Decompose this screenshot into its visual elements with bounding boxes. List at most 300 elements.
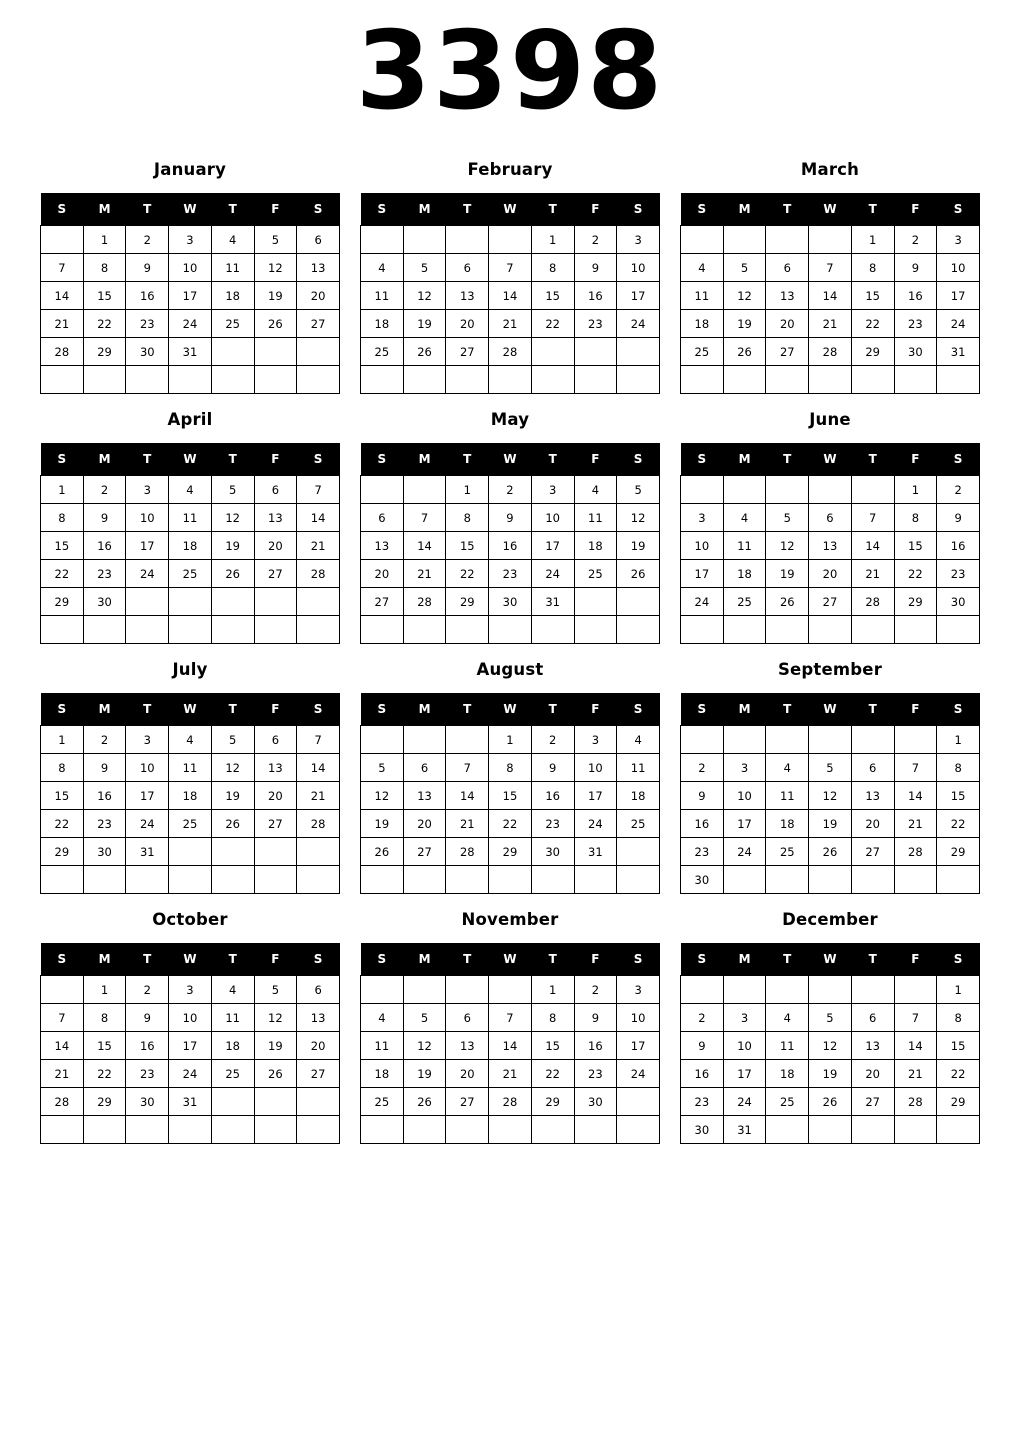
day-cell[interactable]: 12 (254, 1004, 297, 1032)
day-cell[interactable]: 21 (894, 1060, 937, 1088)
day-cell[interactable]: 22 (83, 1060, 126, 1088)
day-cell[interactable]: 13 (809, 532, 852, 560)
day-cell[interactable]: 11 (617, 754, 660, 782)
day-cell[interactable]: 10 (681, 532, 724, 560)
day-cell[interactable]: 23 (126, 310, 169, 338)
day-cell[interactable]: 23 (681, 838, 724, 866)
day-cell[interactable]: 22 (531, 1060, 574, 1088)
day-cell[interactable]: 4 (169, 476, 212, 504)
day-cell[interactable]: 4 (766, 1004, 809, 1032)
day-cell[interactable]: 14 (297, 754, 340, 782)
day-cell[interactable]: 18 (211, 1032, 254, 1060)
day-cell[interactable]: 29 (41, 838, 84, 866)
day-cell[interactable]: 18 (574, 532, 617, 560)
day-cell[interactable]: 15 (894, 532, 937, 560)
day-cell[interactable]: 9 (681, 782, 724, 810)
day-cell[interactable]: 31 (169, 1088, 212, 1116)
day-cell[interactable]: 5 (361, 754, 404, 782)
day-cell[interactable]: 11 (361, 1032, 404, 1060)
day-cell[interactable]: 13 (446, 282, 489, 310)
day-cell[interactable]: 28 (809, 338, 852, 366)
day-cell[interactable]: 9 (83, 754, 126, 782)
day-cell[interactable]: 23 (937, 560, 980, 588)
day-cell[interactable]: 16 (83, 782, 126, 810)
day-cell[interactable]: 30 (937, 588, 980, 616)
day-cell[interactable]: 1 (446, 476, 489, 504)
day-cell[interactable]: 31 (531, 588, 574, 616)
day-cell[interactable]: 16 (894, 282, 937, 310)
day-cell[interactable]: 5 (403, 254, 446, 282)
day-cell[interactable]: 19 (254, 282, 297, 310)
day-cell[interactable]: 20 (446, 310, 489, 338)
day-cell[interactable]: 14 (489, 1032, 532, 1060)
day-cell[interactable]: 22 (851, 310, 894, 338)
day-cell[interactable]: 2 (681, 754, 724, 782)
day-cell[interactable]: 2 (531, 726, 574, 754)
day-cell[interactable]: 23 (531, 810, 574, 838)
day-cell[interactable]: 17 (617, 1032, 660, 1060)
day-cell[interactable]: 17 (681, 560, 724, 588)
day-cell[interactable]: 15 (41, 532, 84, 560)
day-cell[interactable]: 15 (83, 282, 126, 310)
day-cell[interactable]: 11 (574, 504, 617, 532)
day-cell[interactable]: 17 (169, 282, 212, 310)
day-cell[interactable]: 29 (894, 588, 937, 616)
day-cell[interactable]: 21 (851, 560, 894, 588)
day-cell[interactable]: 4 (361, 254, 404, 282)
day-cell[interactable]: 25 (169, 560, 212, 588)
day-cell[interactable]: 17 (126, 782, 169, 810)
day-cell[interactable]: 2 (83, 726, 126, 754)
day-cell[interactable]: 6 (297, 226, 340, 254)
day-cell[interactable]: 22 (894, 560, 937, 588)
day-cell[interactable]: 24 (574, 810, 617, 838)
day-cell[interactable]: 22 (41, 560, 84, 588)
day-cell[interactable]: 1 (41, 726, 84, 754)
day-cell[interactable]: 10 (126, 754, 169, 782)
day-cell[interactable]: 24 (617, 1060, 660, 1088)
day-cell[interactable]: 22 (937, 810, 980, 838)
day-cell[interactable]: 22 (446, 560, 489, 588)
day-cell[interactable]: 12 (211, 754, 254, 782)
day-cell[interactable]: 18 (169, 782, 212, 810)
day-cell[interactable]: 26 (617, 560, 660, 588)
day-cell[interactable]: 6 (446, 1004, 489, 1032)
day-cell[interactable]: 12 (723, 282, 766, 310)
day-cell[interactable]: 28 (41, 1088, 84, 1116)
day-cell[interactable]: 21 (489, 310, 532, 338)
day-cell[interactable]: 27 (297, 1060, 340, 1088)
day-cell[interactable]: 19 (809, 1060, 852, 1088)
day-cell[interactable]: 2 (937, 476, 980, 504)
day-cell[interactable]: 8 (83, 254, 126, 282)
day-cell[interactable]: 26 (809, 1088, 852, 1116)
day-cell[interactable]: 8 (41, 754, 84, 782)
day-cell[interactable]: 23 (894, 310, 937, 338)
day-cell[interactable]: 30 (531, 838, 574, 866)
day-cell[interactable]: 17 (169, 1032, 212, 1060)
day-cell[interactable]: 27 (446, 338, 489, 366)
day-cell[interactable]: 14 (446, 782, 489, 810)
day-cell[interactable]: 30 (894, 338, 937, 366)
day-cell[interactable]: 3 (723, 754, 766, 782)
day-cell[interactable]: 16 (531, 782, 574, 810)
day-cell[interactable]: 28 (851, 588, 894, 616)
day-cell[interactable]: 30 (83, 838, 126, 866)
day-cell[interactable]: 1 (937, 726, 980, 754)
day-cell[interactable]: 4 (723, 504, 766, 532)
day-cell[interactable]: 30 (681, 866, 724, 894)
day-cell[interactable]: 26 (723, 338, 766, 366)
day-cell[interactable]: 6 (851, 754, 894, 782)
day-cell[interactable]: 3 (937, 226, 980, 254)
day-cell[interactable]: 24 (723, 838, 766, 866)
day-cell[interactable]: 2 (126, 226, 169, 254)
day-cell[interactable]: 2 (83, 476, 126, 504)
day-cell[interactable]: 26 (403, 338, 446, 366)
day-cell[interactable]: 24 (681, 588, 724, 616)
day-cell[interactable]: 1 (83, 976, 126, 1004)
day-cell[interactable]: 2 (681, 1004, 724, 1032)
day-cell[interactable]: 6 (361, 504, 404, 532)
day-cell[interactable]: 7 (297, 476, 340, 504)
day-cell[interactable]: 14 (809, 282, 852, 310)
day-cell[interactable]: 22 (937, 1060, 980, 1088)
day-cell[interactable]: 10 (169, 1004, 212, 1032)
day-cell[interactable]: 18 (361, 310, 404, 338)
day-cell[interactable]: 31 (937, 338, 980, 366)
day-cell[interactable]: 30 (681, 1116, 724, 1144)
day-cell[interactable]: 27 (297, 310, 340, 338)
day-cell[interactable]: 11 (723, 532, 766, 560)
day-cell[interactable]: 12 (361, 782, 404, 810)
day-cell[interactable]: 29 (489, 838, 532, 866)
day-cell[interactable]: 13 (766, 282, 809, 310)
day-cell[interactable]: 6 (403, 754, 446, 782)
day-cell[interactable]: 2 (126, 976, 169, 1004)
day-cell[interactable]: 17 (617, 282, 660, 310)
day-cell[interactable]: 8 (83, 1004, 126, 1032)
day-cell[interactable]: 19 (723, 310, 766, 338)
day-cell[interactable]: 13 (254, 504, 297, 532)
day-cell[interactable]: 24 (617, 310, 660, 338)
day-cell[interactable]: 3 (617, 976, 660, 1004)
day-cell[interactable]: 7 (894, 1004, 937, 1032)
day-cell[interactable]: 21 (297, 782, 340, 810)
day-cell[interactable]: 11 (766, 782, 809, 810)
day-cell[interactable]: 14 (403, 532, 446, 560)
day-cell[interactable]: 27 (403, 838, 446, 866)
day-cell[interactable]: 2 (489, 476, 532, 504)
day-cell[interactable]: 5 (211, 476, 254, 504)
day-cell[interactable]: 4 (681, 254, 724, 282)
day-cell[interactable]: 11 (681, 282, 724, 310)
day-cell[interactable]: 29 (937, 838, 980, 866)
day-cell[interactable]: 21 (403, 560, 446, 588)
day-cell[interactable]: 17 (723, 1060, 766, 1088)
day-cell[interactable]: 1 (531, 976, 574, 1004)
day-cell[interactable]: 9 (83, 504, 126, 532)
day-cell[interactable]: 5 (617, 476, 660, 504)
day-cell[interactable]: 3 (531, 476, 574, 504)
day-cell[interactable]: 20 (766, 310, 809, 338)
day-cell[interactable]: 26 (211, 810, 254, 838)
day-cell[interactable]: 9 (574, 254, 617, 282)
day-cell[interactable]: 1 (531, 226, 574, 254)
day-cell[interactable]: 25 (766, 1088, 809, 1116)
day-cell[interactable]: 8 (531, 1004, 574, 1032)
day-cell[interactable]: 1 (41, 476, 84, 504)
day-cell[interactable]: 29 (937, 1088, 980, 1116)
day-cell[interactable]: 27 (361, 588, 404, 616)
day-cell[interactable]: 5 (723, 254, 766, 282)
day-cell[interactable]: 8 (851, 254, 894, 282)
day-cell[interactable]: 14 (851, 532, 894, 560)
day-cell[interactable]: 7 (809, 254, 852, 282)
day-cell[interactable]: 4 (211, 226, 254, 254)
day-cell[interactable]: 8 (446, 504, 489, 532)
day-cell[interactable]: 23 (681, 1088, 724, 1116)
day-cell[interactable]: 16 (681, 810, 724, 838)
day-cell[interactable]: 23 (83, 560, 126, 588)
day-cell[interactable]: 2 (574, 226, 617, 254)
day-cell[interactable]: 14 (489, 282, 532, 310)
day-cell[interactable]: 17 (937, 282, 980, 310)
day-cell[interactable]: 29 (83, 1088, 126, 1116)
day-cell[interactable]: 10 (937, 254, 980, 282)
day-cell[interactable]: 29 (446, 588, 489, 616)
day-cell[interactable]: 6 (766, 254, 809, 282)
day-cell[interactable]: 10 (617, 254, 660, 282)
day-cell[interactable]: 7 (489, 254, 532, 282)
day-cell[interactable]: 9 (681, 1032, 724, 1060)
day-cell[interactable]: 17 (723, 810, 766, 838)
day-cell[interactable]: 29 (851, 338, 894, 366)
day-cell[interactable]: 21 (41, 1060, 84, 1088)
day-cell[interactable]: 13 (361, 532, 404, 560)
day-cell[interactable]: 22 (489, 810, 532, 838)
day-cell[interactable]: 21 (41, 310, 84, 338)
day-cell[interactable]: 13 (851, 782, 894, 810)
day-cell[interactable]: 7 (894, 754, 937, 782)
day-cell[interactable]: 12 (809, 1032, 852, 1060)
day-cell[interactable]: 1 (894, 476, 937, 504)
day-cell[interactable]: 10 (723, 782, 766, 810)
day-cell[interactable]: 27 (809, 588, 852, 616)
day-cell[interactable]: 22 (41, 810, 84, 838)
day-cell[interactable]: 23 (574, 310, 617, 338)
day-cell[interactable]: 26 (403, 1088, 446, 1116)
day-cell[interactable]: 29 (41, 588, 84, 616)
day-cell[interactable]: 25 (211, 1060, 254, 1088)
day-cell[interactable]: 1 (489, 726, 532, 754)
day-cell[interactable]: 19 (211, 532, 254, 560)
day-cell[interactable]: 19 (211, 782, 254, 810)
day-cell[interactable]: 20 (361, 560, 404, 588)
day-cell[interactable]: 21 (297, 532, 340, 560)
day-cell[interactable]: 24 (531, 560, 574, 588)
day-cell[interactable]: 6 (254, 476, 297, 504)
day-cell[interactable]: 27 (254, 560, 297, 588)
day-cell[interactable]: 4 (766, 754, 809, 782)
day-cell[interactable]: 25 (169, 810, 212, 838)
day-cell[interactable]: 5 (766, 504, 809, 532)
day-cell[interactable]: 24 (937, 310, 980, 338)
day-cell[interactable]: 20 (254, 532, 297, 560)
day-cell[interactable]: 20 (851, 1060, 894, 1088)
day-cell[interactable]: 15 (41, 782, 84, 810)
day-cell[interactable]: 1 (937, 976, 980, 1004)
day-cell[interactable]: 16 (681, 1060, 724, 1088)
day-cell[interactable]: 24 (126, 810, 169, 838)
day-cell[interactable]: 11 (211, 254, 254, 282)
day-cell[interactable]: 21 (809, 310, 852, 338)
day-cell[interactable]: 3 (574, 726, 617, 754)
day-cell[interactable]: 16 (489, 532, 532, 560)
day-cell[interactable]: 5 (254, 226, 297, 254)
day-cell[interactable]: 18 (169, 532, 212, 560)
day-cell[interactable]: 28 (489, 338, 532, 366)
day-cell[interactable]: 27 (851, 838, 894, 866)
day-cell[interactable]: 19 (361, 810, 404, 838)
day-cell[interactable]: 17 (126, 532, 169, 560)
day-cell[interactable]: 12 (211, 504, 254, 532)
day-cell[interactable]: 18 (211, 282, 254, 310)
day-cell[interactable]: 25 (681, 338, 724, 366)
day-cell[interactable]: 15 (531, 282, 574, 310)
day-cell[interactable]: 28 (489, 1088, 532, 1116)
day-cell[interactable]: 18 (766, 810, 809, 838)
day-cell[interactable]: 31 (574, 838, 617, 866)
day-cell[interactable]: 10 (126, 504, 169, 532)
day-cell[interactable]: 10 (169, 254, 212, 282)
day-cell[interactable]: 28 (403, 588, 446, 616)
day-cell[interactable]: 24 (169, 1060, 212, 1088)
day-cell[interactable]: 31 (126, 838, 169, 866)
day-cell[interactable]: 26 (361, 838, 404, 866)
day-cell[interactable]: 4 (574, 476, 617, 504)
day-cell[interactable]: 16 (574, 1032, 617, 1060)
day-cell[interactable]: 30 (83, 588, 126, 616)
day-cell[interactable]: 31 (723, 1116, 766, 1144)
day-cell[interactable]: 29 (531, 1088, 574, 1116)
day-cell[interactable]: 9 (894, 254, 937, 282)
day-cell[interactable]: 12 (809, 782, 852, 810)
day-cell[interactable]: 10 (723, 1032, 766, 1060)
day-cell[interactable]: 16 (937, 532, 980, 560)
day-cell[interactable]: 12 (766, 532, 809, 560)
day-cell[interactable]: 7 (489, 1004, 532, 1032)
day-cell[interactable]: 18 (766, 1060, 809, 1088)
day-cell[interactable]: 7 (297, 726, 340, 754)
day-cell[interactable]: 13 (851, 1032, 894, 1060)
day-cell[interactable]: 3 (169, 226, 212, 254)
day-cell[interactable]: 25 (574, 560, 617, 588)
day-cell[interactable]: 7 (41, 1004, 84, 1032)
day-cell[interactable]: 28 (894, 838, 937, 866)
day-cell[interactable]: 15 (937, 1032, 980, 1060)
day-cell[interactable]: 15 (851, 282, 894, 310)
day-cell[interactable]: 7 (851, 504, 894, 532)
day-cell[interactable]: 18 (723, 560, 766, 588)
day-cell[interactable]: 13 (297, 254, 340, 282)
day-cell[interactable]: 28 (297, 810, 340, 838)
day-cell[interactable]: 19 (617, 532, 660, 560)
day-cell[interactable]: 20 (446, 1060, 489, 1088)
day-cell[interactable]: 25 (723, 588, 766, 616)
day-cell[interactable]: 4 (169, 726, 212, 754)
day-cell[interactable]: 16 (83, 532, 126, 560)
day-cell[interactable]: 24 (723, 1088, 766, 1116)
day-cell[interactable]: 14 (894, 782, 937, 810)
day-cell[interactable]: 6 (297, 976, 340, 1004)
day-cell[interactable]: 9 (531, 754, 574, 782)
day-cell[interactable]: 21 (446, 810, 489, 838)
day-cell[interactable]: 3 (617, 226, 660, 254)
day-cell[interactable]: 1 (851, 226, 894, 254)
day-cell[interactable]: 3 (126, 476, 169, 504)
day-cell[interactable]: 19 (809, 810, 852, 838)
day-cell[interactable]: 19 (403, 310, 446, 338)
day-cell[interactable]: 21 (489, 1060, 532, 1088)
day-cell[interactable]: 30 (126, 1088, 169, 1116)
day-cell[interactable]: 11 (766, 1032, 809, 1060)
day-cell[interactable]: 10 (617, 1004, 660, 1032)
day-cell[interactable]: 7 (41, 254, 84, 282)
day-cell[interactable]: 16 (126, 1032, 169, 1060)
day-cell[interactable]: 15 (489, 782, 532, 810)
day-cell[interactable]: 28 (41, 338, 84, 366)
day-cell[interactable]: 14 (894, 1032, 937, 1060)
day-cell[interactable]: 20 (297, 1032, 340, 1060)
day-cell[interactable]: 30 (489, 588, 532, 616)
day-cell[interactable]: 8 (531, 254, 574, 282)
day-cell[interactable]: 17 (531, 532, 574, 560)
day-cell[interactable]: 9 (126, 254, 169, 282)
day-cell[interactable]: 8 (41, 504, 84, 532)
day-cell[interactable]: 11 (361, 282, 404, 310)
day-cell[interactable]: 23 (126, 1060, 169, 1088)
day-cell[interactable]: 15 (83, 1032, 126, 1060)
day-cell[interactable]: 14 (41, 282, 84, 310)
day-cell[interactable]: 5 (809, 754, 852, 782)
day-cell[interactable]: 19 (766, 560, 809, 588)
day-cell[interactable]: 13 (297, 1004, 340, 1032)
day-cell[interactable]: 26 (254, 1060, 297, 1088)
day-cell[interactable]: 10 (574, 754, 617, 782)
day-cell[interactable]: 26 (809, 838, 852, 866)
day-cell[interactable]: 27 (446, 1088, 489, 1116)
day-cell[interactable]: 24 (126, 560, 169, 588)
day-cell[interactable]: 25 (361, 1088, 404, 1116)
day-cell[interactable]: 5 (254, 976, 297, 1004)
day-cell[interactable]: 3 (169, 976, 212, 1004)
day-cell[interactable]: 15 (446, 532, 489, 560)
day-cell[interactable]: 6 (446, 254, 489, 282)
day-cell[interactable]: 7 (403, 504, 446, 532)
day-cell[interactable]: 25 (766, 838, 809, 866)
day-cell[interactable]: 18 (681, 310, 724, 338)
day-cell[interactable]: 22 (83, 310, 126, 338)
day-cell[interactable]: 2 (894, 226, 937, 254)
day-cell[interactable]: 27 (254, 810, 297, 838)
day-cell[interactable]: 24 (169, 310, 212, 338)
day-cell[interactable]: 13 (446, 1032, 489, 1060)
day-cell[interactable]: 31 (169, 338, 212, 366)
day-cell[interactable]: 12 (403, 1032, 446, 1060)
day-cell[interactable]: 19 (254, 1032, 297, 1060)
day-cell[interactable]: 8 (894, 504, 937, 532)
